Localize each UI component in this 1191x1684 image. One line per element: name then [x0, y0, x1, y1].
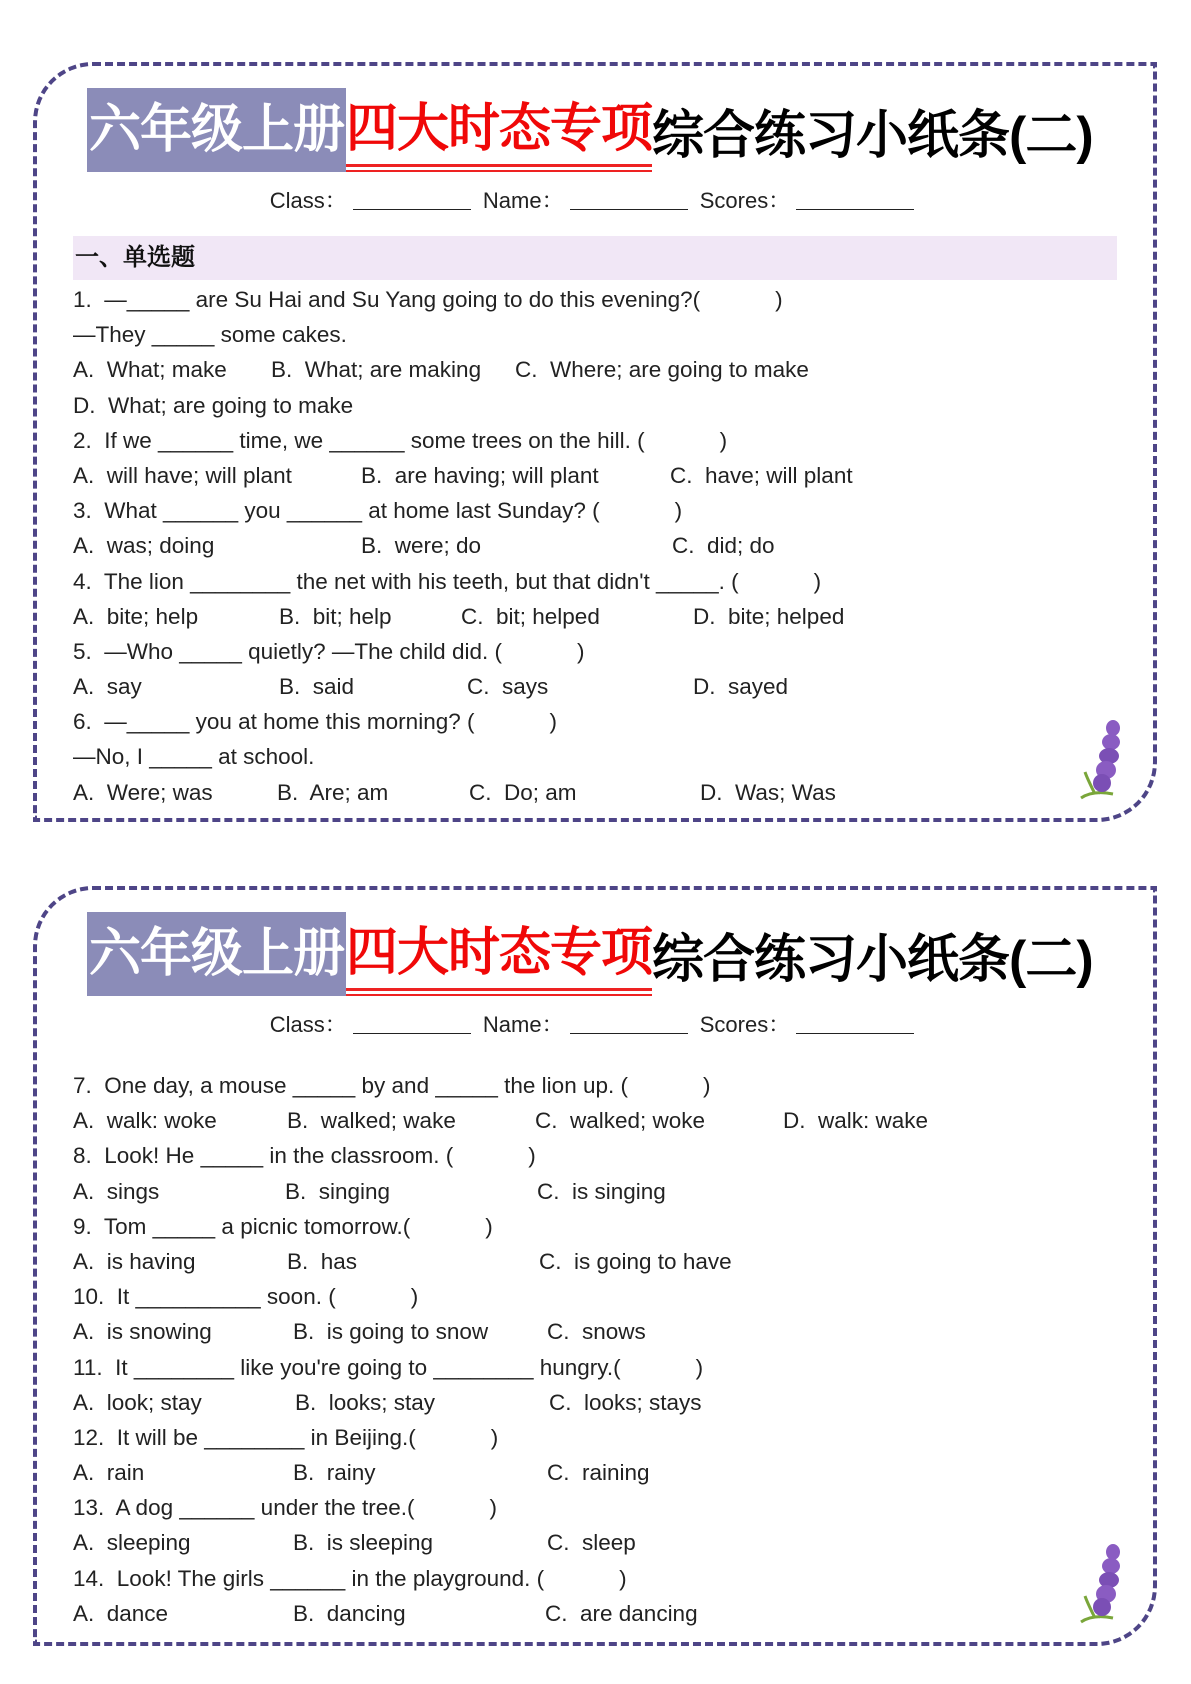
answer-options	[73, 458, 1117, 493]
scores-field[interactable]	[796, 209, 914, 210]
answer-option[interactable]: A. bite; help	[73, 603, 199, 629]
answer-option[interactable]: D. bite; helped	[693, 603, 845, 629]
answer-option[interactable]: A. walk: woke	[73, 1108, 217, 1134]
class-field[interactable]	[353, 1033, 471, 1034]
student-info	[37, 184, 1153, 215]
question-line: —No, I _____ at school.	[73, 744, 315, 770]
worksheet-title	[87, 912, 1093, 996]
answer-option[interactable]: C. is singing	[537, 1178, 666, 1204]
question-line: 9. Tom _____ a picnic tomorrow.( )	[73, 1213, 493, 1239]
question-line: 12. It will be ________ in Beijing.( )	[73, 1424, 499, 1450]
class-label: Class：	[269, 1012, 347, 1037]
answer-option[interactable]: B. has	[287, 1248, 358, 1274]
answer-options	[73, 352, 1117, 387]
name-label: Name：	[482, 1012, 564, 1037]
answer-option[interactable]: A. sleeping	[73, 1530, 191, 1556]
answer-options	[73, 1244, 1117, 1279]
answer-options	[73, 388, 1117, 423]
question-line: 5. —Who _____ quietly? —The child did. ( )	[73, 638, 585, 664]
answer-option[interactable]: C. Where; are going to make	[515, 357, 809, 383]
question-list	[73, 1068, 1117, 1631]
answer-option[interactable]: A. is having	[73, 1248, 196, 1274]
answer-option[interactable]: C. bit; helped	[461, 603, 600, 629]
answer-option[interactable]: B. rainy	[293, 1460, 376, 1486]
answer-option[interactable]: C. Do; am	[469, 779, 577, 805]
answer-option[interactable]: D. What; are going to make	[73, 392, 354, 418]
answer-option[interactable]: B. dancing	[293, 1600, 406, 1626]
question-line: 10. It __________ soon. ( )	[73, 1284, 419, 1310]
title-topic: 四大时态专项	[346, 94, 652, 167]
answer-options	[73, 669, 1117, 704]
question-line: 14. Look! The girls ______ in the playground. ( )	[73, 1565, 627, 1591]
answer-option[interactable]: B. looks; stay	[295, 1389, 436, 1415]
answer-option[interactable]: B. walked; wake	[287, 1108, 456, 1134]
scores-label: Scores：	[699, 1012, 791, 1037]
answer-option[interactable]: A. is snowing	[73, 1319, 212, 1345]
title-grade: 六年级上册	[87, 88, 346, 172]
answer-options	[73, 1385, 1117, 1420]
question-line: 6. —_____ you at home this morning? ( )	[73, 709, 557, 735]
answer-options	[73, 1103, 1117, 1138]
scores-field[interactable]	[796, 1033, 914, 1034]
name-field[interactable]	[570, 209, 688, 210]
answer-option[interactable]: B. is going to snow	[293, 1319, 489, 1345]
student-info	[37, 1008, 1153, 1039]
answer-option[interactable]: B. is sleeping	[293, 1530, 434, 1556]
question-line: 7. One day, a mouse _____ by and _____ the lion up. ( )	[73, 1073, 711, 1098]
title-grade: 六年级上册	[87, 912, 346, 996]
answer-option[interactable]: C. walked; woke	[535, 1108, 706, 1134]
answer-option[interactable]: C. looks; stays	[549, 1389, 702, 1415]
answer-option[interactable]: B. were; do	[361, 533, 482, 559]
question-line: —They _____ some cakes.	[73, 322, 347, 348]
question-line: 11. It ________ like you're going to ________ hungry.( )	[73, 1354, 704, 1380]
answer-option[interactable]: B. What; are making	[271, 357, 482, 383]
answer-option[interactable]: B. singing	[285, 1178, 391, 1204]
lavender-icon	[1073, 1540, 1133, 1630]
answer-options	[73, 1174, 1117, 1209]
answer-option[interactable]: D. Was; Was	[700, 779, 836, 805]
answer-option[interactable]: D. sayed	[693, 674, 789, 700]
scores-label: Scores：	[699, 188, 791, 213]
class-field[interactable]	[353, 209, 471, 210]
answer-options	[73, 775, 1117, 810]
answer-option[interactable]: B. are having; will plant	[361, 462, 599, 488]
question-line: 1. —_____ are Su Hai and Su Yang going to do this evening?( )	[73, 287, 783, 312]
answer-option[interactable]: C. sleep	[547, 1530, 636, 1556]
name-field[interactable]	[570, 1033, 688, 1034]
worksheet-card-2	[33, 886, 1157, 1646]
answer-options	[73, 1596, 1117, 1631]
title-topic: 四大时态专项	[346, 918, 652, 991]
answer-option[interactable]: A. dance	[73, 1600, 169, 1626]
answer-option[interactable]: A. sings	[73, 1178, 160, 1204]
answer-option[interactable]: C. are dancing	[545, 1600, 698, 1626]
answer-option[interactable]: A. look; stay	[73, 1389, 202, 1415]
title-suffix: 综合练习小纸条(二)	[652, 106, 1093, 165]
answer-option[interactable]: C. raining	[547, 1460, 650, 1486]
answer-options	[73, 1314, 1117, 1349]
answer-option[interactable]: B. said	[279, 674, 355, 700]
answer-option[interactable]: A. was; doing	[73, 533, 215, 559]
answer-option[interactable]: A. Were; was	[73, 779, 213, 805]
answer-options	[73, 1525, 1117, 1560]
question-line: 3. What ______ you ______ at home last Sunday? ( )	[73, 498, 683, 524]
section-title: 一、单选题	[73, 236, 1117, 280]
lavender-icon	[1073, 716, 1133, 806]
answer-option[interactable]: B. bit; help	[279, 603, 392, 629]
answer-option[interactable]: A. rain	[73, 1460, 145, 1486]
answer-option[interactable]: C. is going to have	[539, 1248, 732, 1274]
worksheet-title	[87, 88, 1093, 172]
answer-options	[73, 528, 1117, 563]
answer-option[interactable]: C. did; do	[672, 533, 775, 559]
answer-option[interactable]: C. snows	[547, 1319, 646, 1345]
question-line: 2. If we ______ time, we ______ some trees on the hill. ( )	[73, 427, 728, 453]
worksheet-card-1	[33, 62, 1157, 822]
answer-option[interactable]: C. says	[467, 674, 549, 700]
answer-option[interactable]: B. Are; am	[277, 779, 389, 805]
title-suffix: 综合练习小纸条(二)	[652, 930, 1093, 989]
answer-option[interactable]: A. What; make	[73, 357, 227, 383]
answer-options	[73, 599, 1117, 634]
question-line: 4. The lion ________ the net with his teeth, but that didn't _____. ( )	[73, 568, 822, 594]
question-line: 13. A dog ______ under the tree.( )	[73, 1495, 498, 1521]
class-label: Class：	[269, 188, 347, 213]
answer-option[interactable]: A. will have; will plant	[73, 462, 292, 488]
answer-option[interactable]: C. have; will plant	[670, 462, 853, 488]
answer-options	[73, 1455, 1117, 1490]
question-list	[73, 282, 1117, 810]
name-label: Name：	[482, 188, 564, 213]
answer-option[interactable]: D. walk: wake	[783, 1108, 929, 1134]
answer-option[interactable]: A. say	[73, 674, 142, 700]
question-line: 8. Look! He _____ in the classroom. ( )	[73, 1143, 536, 1169]
